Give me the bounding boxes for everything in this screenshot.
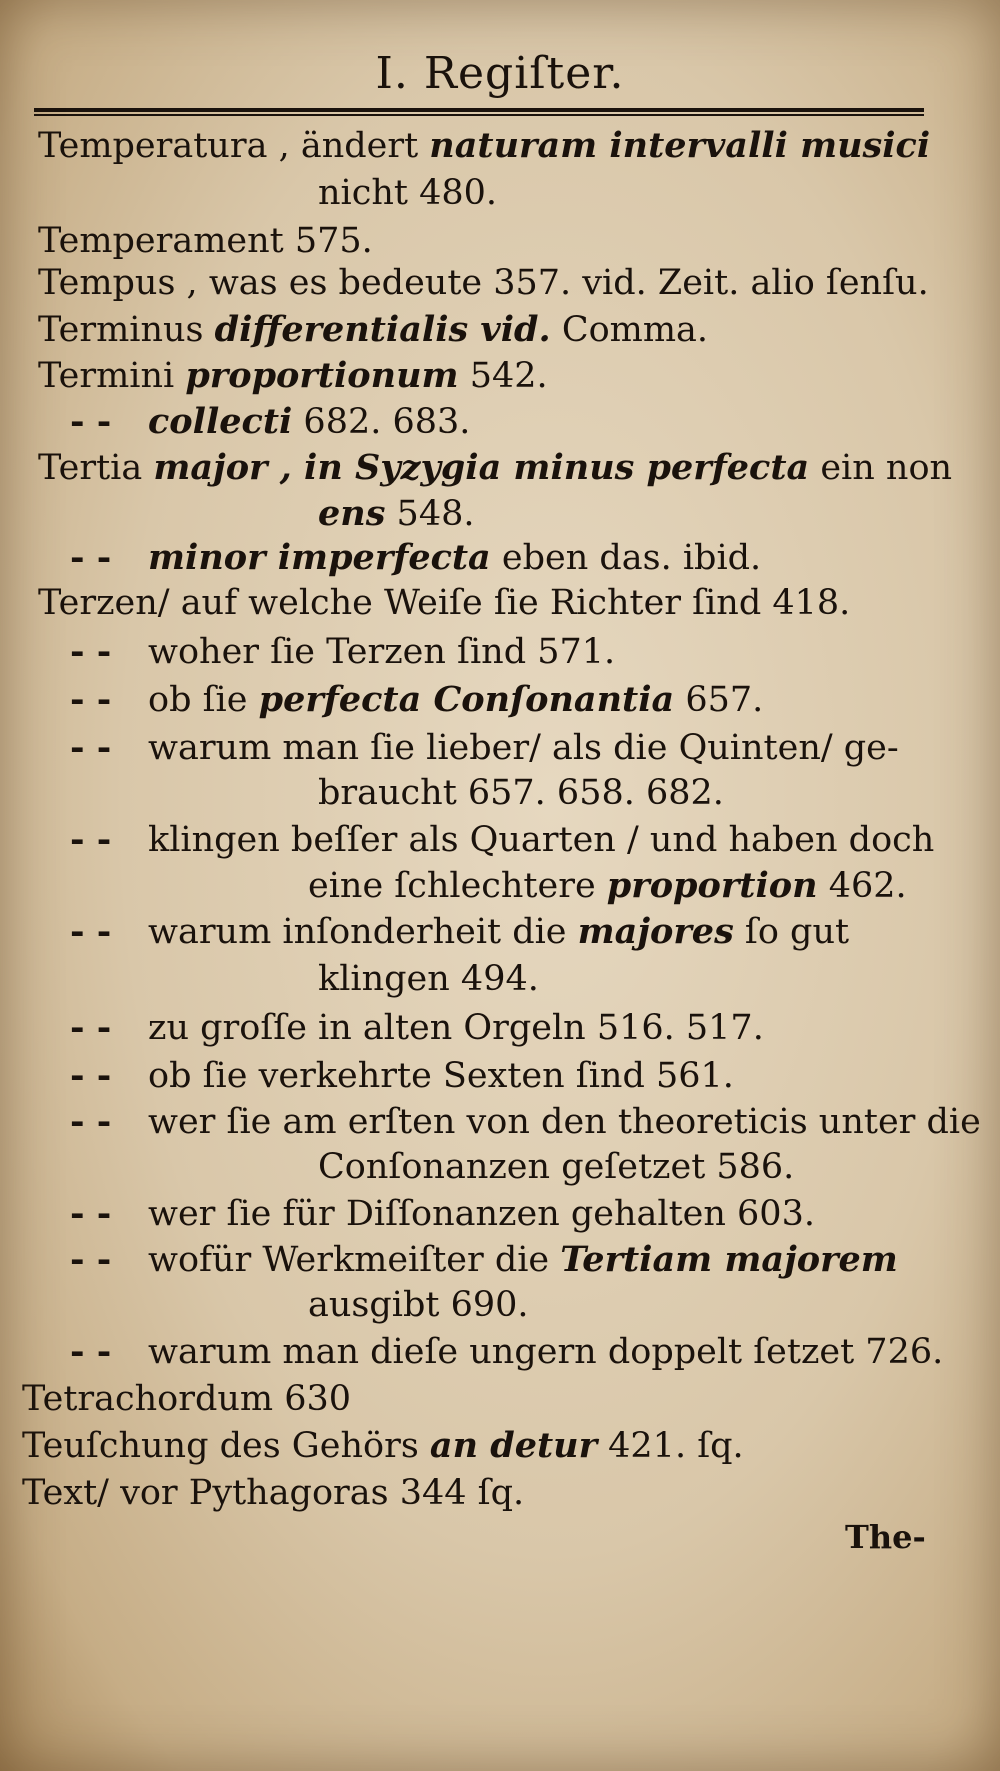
index-line: - -wer ſie für Diſſonanzen gehalten 603. [70, 1193, 815, 1234]
index-line: - -collecti 682. 683. [70, 401, 471, 442]
index-line: - -woher ſie Terzen ſind 571. [70, 631, 616, 672]
index-line: - -klingen beſſer als Quarten / und haben doch [70, 819, 935, 860]
index-line: eine ſchlechtere proportion 462. [308, 865, 907, 906]
index-line: Temperament 575. [38, 221, 373, 261]
index-line: Tetrachordum 630 [22, 1379, 352, 1419]
index-line: Terzen/ auf welche Weiſe ſie Richter ſind 418. [38, 583, 851, 623]
index-line: - -zu groſſe in alten Orgeln 516. 517. [70, 1007, 764, 1048]
index-line: - -ob ſie perfecta Conſonantia 657. [70, 679, 764, 720]
index-line: braucht 657. 658. 682. [318, 773, 724, 813]
catchword: The- [845, 1518, 926, 1556]
index-line: Teuſchung des Gehörs an detur 421. ſq. [22, 1425, 744, 1466]
index-line: - -wer ſie am erſten von den theoreticis unter die [70, 1101, 981, 1142]
header-rule-thin [34, 114, 924, 116]
index-line: - -ob ſie verkehrte Sexten ſind 561. [70, 1055, 734, 1096]
index-line: - -minor imperfecta eben das. ibid. [70, 537, 762, 578]
index-line: Terminus differentialis vid. Comma. [38, 309, 709, 350]
index-line: ens 548. [318, 493, 475, 534]
header-rule [34, 108, 924, 112]
index-line: Text/ vor Pythagoras 344 ſq. [22, 1473, 525, 1513]
index-line: Conſonanzen geſetzet 586. [318, 1147, 795, 1187]
index-line: - -warum man dieſe ungern doppelt ſetzet 726. [70, 1331, 944, 1372]
index-line: Tertia major , in Syzygia minus perfecta ein non [38, 447, 953, 488]
index-line: - -wofür Werkmeiſter die Tertiam majorem [70, 1239, 898, 1280]
index-line: - -warum man ſie lieber/ als die Quinten/ ge- [70, 727, 899, 768]
index-line: Tempus , was es bedeute 357. vid. Zeit. alio ſenſu. [38, 263, 929, 303]
index-line: nicht 480. [318, 173, 497, 213]
index-line: Temperatura , ändert naturam intervalli musici [38, 125, 931, 166]
index-line: klingen 494. [318, 959, 539, 999]
index-line: - -warum inſonderheit die majores ſo gut [70, 911, 850, 952]
index-line: Termini proportionum 542. [38, 355, 548, 396]
page-header: I. Regiſter. [375, 48, 625, 99]
index-line: ausgibt 690. [308, 1285, 529, 1325]
